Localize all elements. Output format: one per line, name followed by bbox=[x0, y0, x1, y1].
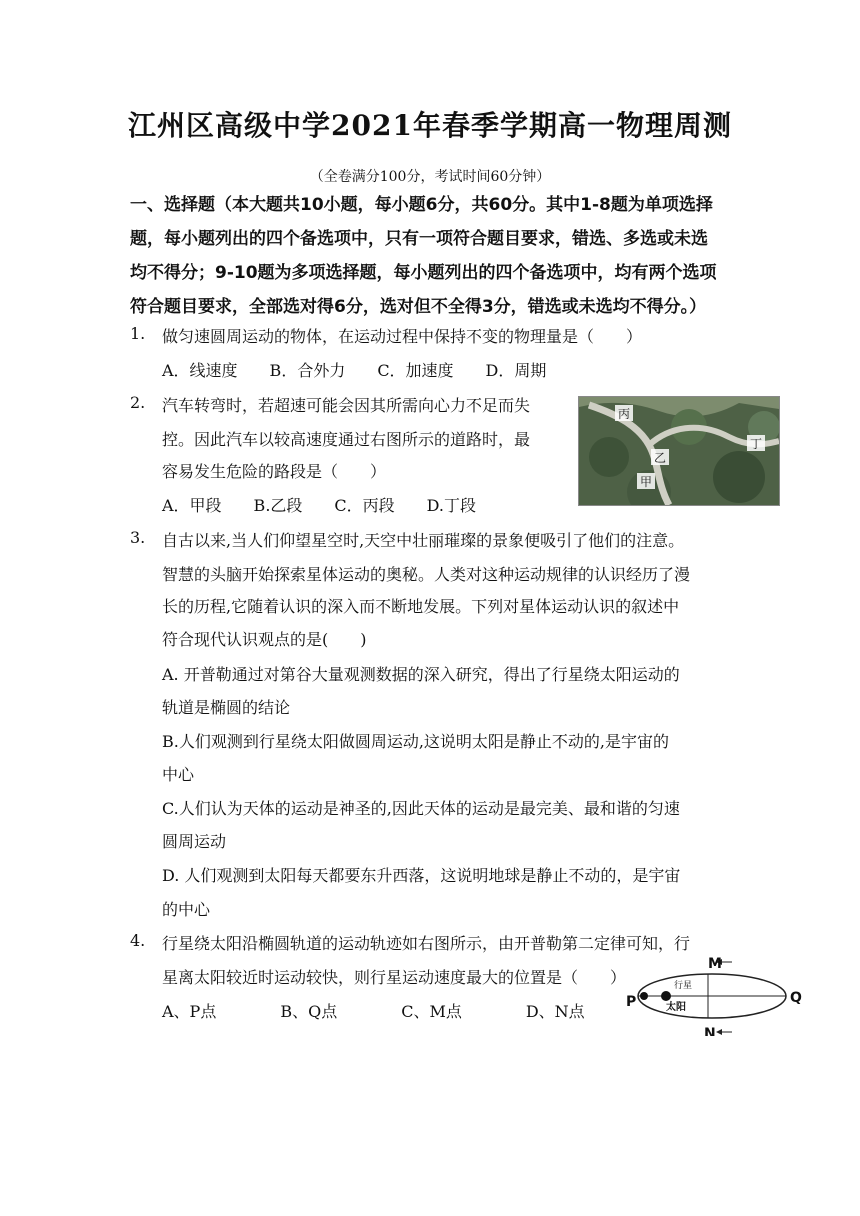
option-line: 中心 bbox=[162, 765, 195, 784]
section-heading bbox=[130, 188, 730, 324]
road-label-c: 甲 bbox=[639, 475, 653, 489]
point-m-label: M bbox=[708, 956, 722, 972]
option-line: 轨道是椭圆的结论 bbox=[162, 698, 291, 717]
question-number: 3. bbox=[130, 528, 146, 547]
option-line: 圆周运动 bbox=[162, 832, 227, 851]
option-line: C.人们认为天体的运动是神圣的,因此天体的运动是最完美、最和谐的匀速 bbox=[162, 799, 680, 818]
section-heading-line: 符合题目要求，全部选对得6分，选对但不全得3分，错选或未选均不得分。） bbox=[130, 297, 707, 317]
question-options: A．线速度 B．合外力 C．加速度 D．周期 bbox=[162, 361, 547, 380]
question-number: 2. bbox=[130, 393, 146, 412]
question-stem-line: 自古以来,当人们仰望星空时,天空中壮丽璀璨的景象便吸引了他们的注意。 bbox=[162, 531, 685, 550]
option-line: B.人们观测到行星绕太阳做圆周运动,这说明太阳是静止不动的,是宇宙的 bbox=[162, 732, 670, 751]
question-options: A、P点 B、Q点 C、M点 D、N点 bbox=[162, 1002, 585, 1021]
section-heading-line: 均不得分；9-10题为多项选择题，每小题列出的四个备选项中，均有两个选项 bbox=[130, 263, 717, 283]
road-label-b: 乙 bbox=[653, 451, 667, 465]
point-p-label: P bbox=[626, 994, 637, 1010]
question-stem-line: 智慧的头脑开始探索星体运动的奥秘。人类对这种运动规律的认识经历了漫 bbox=[162, 565, 691, 584]
option-line: 的中心 bbox=[162, 900, 211, 919]
section-heading-line: 题，每小题列出的四个备选项中，只有一项符合题目要求，错选、多选或未选 bbox=[130, 229, 708, 249]
road-photo bbox=[578, 396, 780, 506]
planet-label: 行星 bbox=[674, 981, 693, 991]
question-number: 1. bbox=[130, 324, 146, 343]
question-stem-line: 长的历程,它随着认识的深入而不断地发展。下列对星体运动认识的叙述中 bbox=[162, 597, 680, 616]
orbit-diagram bbox=[622, 950, 812, 1036]
section-heading-line: 一、选择题（本大题共10小题，每小题6分，共60分。其中1-8题为单项选择 bbox=[130, 195, 713, 215]
option-line: A. 开普勒通过对第谷大量观测数据的深入研究，得出了行星绕太阳运动的 bbox=[162, 665, 680, 684]
point-n-label: N bbox=[704, 1026, 716, 1036]
point-q-label: Q bbox=[790, 990, 802, 1006]
road-label-d: 丁 bbox=[749, 437, 763, 451]
question-stem-line: 控。因此汽车以较高速度通过右图所示的道路时，最 bbox=[162, 430, 531, 449]
road-label-a: 丙 bbox=[617, 407, 631, 421]
question-stem-line: 符合现代认识观点的是( ) bbox=[162, 630, 367, 649]
option-line: D. 人们观测到太阳每天都要东升西落，这说明地球是静止不动的，是宇宙 bbox=[162, 866, 681, 885]
question-number: 4. bbox=[130, 931, 146, 950]
question-stem-line: 星离太阳较近时运动较快，则行星运动速度最大的位置是（ ） bbox=[162, 968, 627, 987]
page-title: 江州区高级中学2021年春季学期高一物理周测 bbox=[128, 109, 732, 142]
question-options: A．甲段 B.乙段 C．丙段 D.丁段 bbox=[162, 496, 476, 515]
exam-info: （全卷满分100分，考试时间60分钟） bbox=[309, 169, 551, 185]
question-stem: 做匀速圆周运动的物体，在运动过程中保持不变的物理量是（ ） bbox=[162, 327, 643, 346]
question-stem-line: 汽车转弯时，若超速可能会因其所需向心力不足而失 bbox=[162, 396, 531, 415]
question-stem-line: 行星绕太阳沿椭圆轨道的运动轨迹如右图所示，由开普勒第二定律可知，行 bbox=[162, 934, 691, 953]
question-stem-line: 容易发生危险的路段是（ ） bbox=[162, 462, 387, 481]
sun-label: 太阳 bbox=[666, 1002, 686, 1013]
